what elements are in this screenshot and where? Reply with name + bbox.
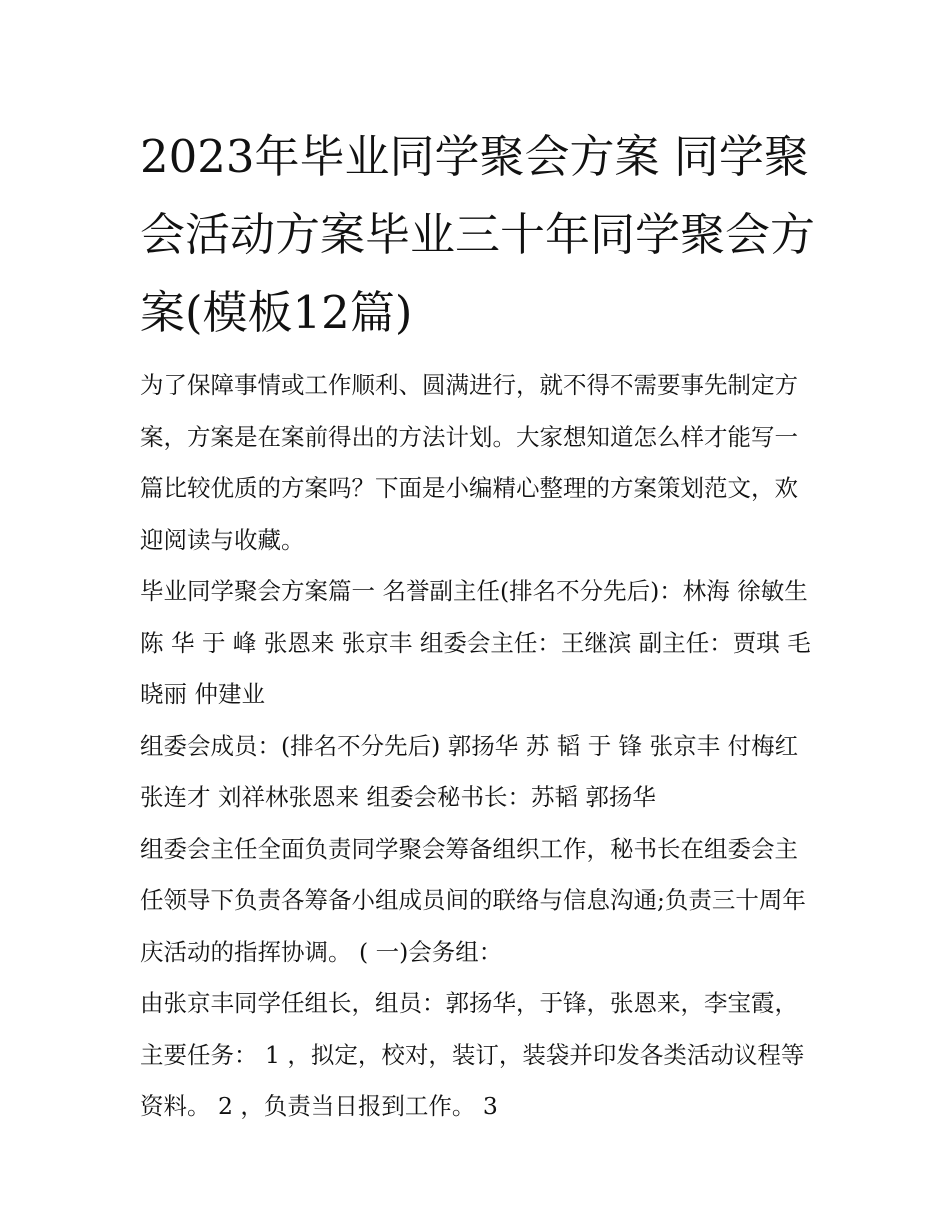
paragraph-intro: 为了保障事情或工作顺利、圆满进行，就不得不需要事先制定方案，方案是在案前得出的方法计划。大家想知道怎么样才能写一篇比较优质的方案吗？下面是小编精心整理的方案策划范文，欢迎阅读与收藏。 [140,371,798,554]
paragraph-committee-leaders: 毕业同学聚会方案篇一 名誉副主任(排名不分先后)：林海 徐敏生 陈 华 于 峰 张恩来 张京丰 组委会主任：王继滨 副主任：贾琪 毛晓丽 仲建业 [140,577,811,708]
paragraph-responsibilities: 组委会主任全面负责同学聚会筹备组织工作，秘书长在组委会主任领导下负责各筹备小组成员间的联络与信息沟通;负责三十周年庆活动的指挥协调。 ( 一)会务组： [140,834,806,966]
paragraph-affairs-group: 由张京丰同学任组长，组员：郭扬华，于锋，张恩来，李宝霞， 主要任务： 1 ，拟定，校对，装订，装袋并印发各类活动议程等资料。 2 ，负责当日报到工作。 3 [140,989,805,1120]
document-body [140,360,820,1133]
paragraph-committee-members: 组委会成员：(排名不分先后) 郭扬华 苏 韬 于 锋 张京丰 付梅红 张连才 刘祥林张恩来 组委会秘书长：苏韬 郭扬华 [140,731,799,811]
document-title: 2023年毕业同学聚会方案 同学聚会活动方案毕业三十年同学聚会方案(模板12篇) [140,130,816,339]
